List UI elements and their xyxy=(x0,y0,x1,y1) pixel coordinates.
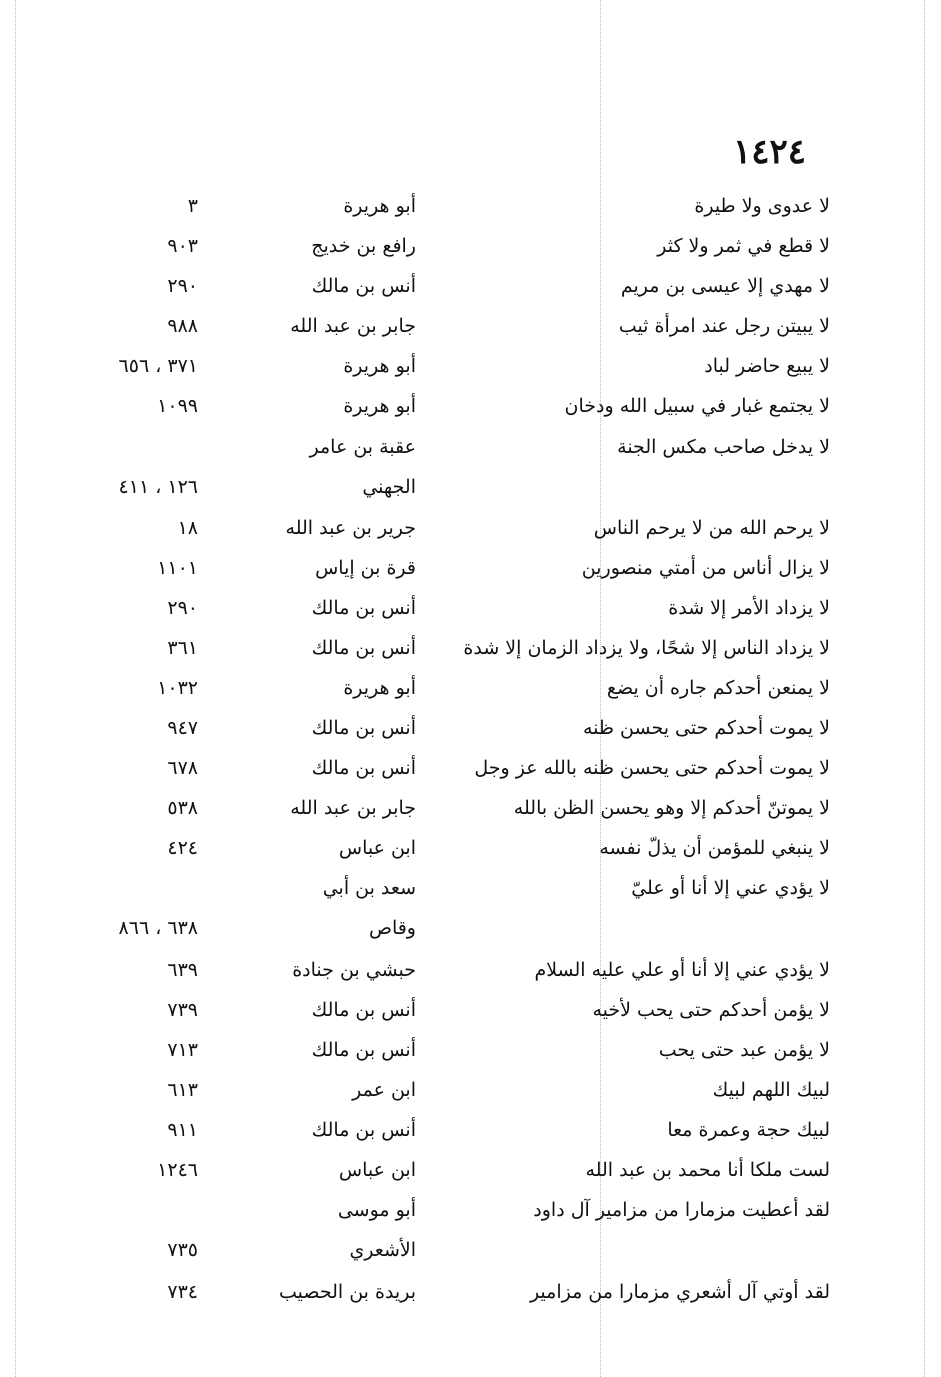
narrator: أبو هريرة xyxy=(343,395,416,417)
hadith-text: لا ينبغي للمؤمن أن يذلّ نفسه xyxy=(599,837,830,859)
index-row xyxy=(0,868,941,908)
index-row xyxy=(0,708,941,748)
page-references: ٧١٣ xyxy=(167,1039,198,1061)
narrator: أنس بن مالك xyxy=(311,999,416,1021)
page-references: ٥٣٨ xyxy=(167,797,198,819)
narrator: الجهني xyxy=(362,476,416,498)
index-row xyxy=(0,186,941,226)
narrator: أبو هريرة xyxy=(343,677,416,699)
hadith-text: لا يؤمن عبد حتى يحب xyxy=(658,1039,830,1061)
hadith-text: لا يمنعن أحدكم جاره أن يضع xyxy=(606,677,830,699)
page-references: ١١٠١ xyxy=(157,557,198,579)
narrator: ابن عمر xyxy=(352,1079,416,1101)
narrator: عقبة بن عامر xyxy=(309,436,416,458)
narrator: قرة بن إياس xyxy=(315,557,416,579)
page-references: ٣ xyxy=(187,195,198,217)
index-row xyxy=(0,226,941,266)
narrator: أنس بن مالك xyxy=(311,597,416,619)
index-row xyxy=(0,788,941,828)
page-references: ٢٩٠ xyxy=(167,597,198,619)
narrator: وقاص xyxy=(368,917,416,939)
narrator: الأشعري xyxy=(349,1239,416,1261)
hadith-text: لا يؤدي عني إلا أنا أو عليّ xyxy=(631,877,830,899)
narrator: جابر بن عبد الله xyxy=(290,797,416,819)
narrator: سعد بن أبي xyxy=(322,877,416,899)
index-row xyxy=(0,1110,941,1150)
narrator: جابر بن عبد الله xyxy=(290,315,416,337)
page-references: ١٨ xyxy=(177,517,198,539)
page-references: ٩١١ xyxy=(167,1119,198,1141)
page-references: ١٢٤٦ xyxy=(157,1159,198,1181)
index-row xyxy=(0,1272,941,1312)
hadith-text: لبيك حجة وعمرة معا xyxy=(667,1119,830,1141)
index-row xyxy=(0,1070,941,1110)
narrator: أبو هريرة xyxy=(343,195,416,217)
page-references: ٢٩٠ xyxy=(167,275,198,297)
page-references: ٩٠٣ xyxy=(167,235,198,257)
narrator: جرير بن عبد الله xyxy=(285,517,416,539)
hadith-text: لا عدوى ولا طيرة xyxy=(694,195,830,217)
index-row xyxy=(0,908,941,948)
narrator: حبشي بن جنادة xyxy=(292,959,416,981)
page-references: ٧٣٤ xyxy=(167,1281,198,1303)
narrator: ابن عباس xyxy=(338,837,416,859)
hadith-text: لا يزداد الأمر إلا شدة xyxy=(668,597,830,619)
page-references: ١٢٦ ، ٤١١ xyxy=(118,476,198,498)
page-references: ٧٣٥ xyxy=(167,1239,198,1261)
hadith-text: لا يؤمن أحدكم حتى يحب لأخيه xyxy=(592,999,830,1021)
hadith-text: لقد أعطيت مزمارا من مزامير آل داود xyxy=(533,1199,830,1221)
hadith-text: لست ملكا أنا محمد بن عبد الله xyxy=(585,1159,830,1181)
narrator: أنس بن مالك xyxy=(311,1039,416,1061)
hadith-text: لا يزال أناس من أمتي منصورين xyxy=(581,557,830,579)
page-references: ٣٧١ ، ٦٥٦ xyxy=(118,355,198,377)
hadith-text: لبيك اللهم لبيك xyxy=(712,1079,830,1101)
narrator: أنس بن مالك xyxy=(311,637,416,659)
index-row xyxy=(0,1230,941,1270)
narrator: أنس بن مالك xyxy=(311,757,416,779)
narrator: أبو موسى xyxy=(337,1199,416,1221)
hadith-text: لا يجتمع غبار في سبيل الله ودخان xyxy=(564,395,830,417)
narrator: أنس بن مالك xyxy=(311,717,416,739)
index-row xyxy=(0,950,941,990)
page-references: ٦٧٨ xyxy=(167,757,198,779)
index-row xyxy=(0,628,941,668)
hadith-text: لا مهدي إلا عيسى بن مريم xyxy=(620,275,830,297)
index-row xyxy=(0,1150,941,1190)
index-row xyxy=(0,548,941,588)
hadith-text: لا يموتنّ أحدكم إلا وهو يحسن الظن بالله xyxy=(513,797,830,819)
page-references: ١٠٣٢ xyxy=(157,677,198,699)
index-row xyxy=(0,1190,941,1230)
narrator: رافع بن خديج xyxy=(311,235,416,257)
index-row xyxy=(0,748,941,788)
narrator: أنس بن مالك xyxy=(311,1119,416,1141)
narrator: بريدة بن الحصيب xyxy=(278,1281,416,1303)
page-references: ١٠٩٩ xyxy=(157,395,198,417)
index-row xyxy=(0,828,941,868)
index-row xyxy=(0,508,941,548)
page-references: ٣٦١ xyxy=(167,637,198,659)
page-references: ٧٣٩ xyxy=(167,999,198,1021)
page-references: ٩٤٧ xyxy=(167,717,198,739)
index-row xyxy=(0,1030,941,1070)
hadith-text: لقد أوتي آل أشعري مزمارا من مزامير xyxy=(529,1281,830,1303)
index-row xyxy=(0,990,941,1030)
hadith-text: لا قطع في ثمر ولا كثر xyxy=(657,235,830,257)
narrator: أنس بن مالك xyxy=(311,275,416,297)
hadith-text: لا يرحم الله من لا يرحم الناس xyxy=(593,517,830,539)
index-row xyxy=(0,467,941,507)
page-references: ٦٣٨ ، ٨٦٦ xyxy=(118,917,198,939)
hadith-text: لا يزداد الناس إلا شحًا، ولا يزداد الزمان إلا شدة xyxy=(463,637,830,659)
index-row xyxy=(0,668,941,708)
hadith-text: لا يؤدي عني إلا أنا أو علي عليه السلام xyxy=(534,959,830,981)
hadith-text: لا يموت أحدكم حتى يحسن ظنه بالله عز وجل xyxy=(474,757,830,779)
narrator: أبو هريرة xyxy=(343,355,416,377)
index-row xyxy=(0,306,941,346)
index-row xyxy=(0,346,941,386)
page-references: ٤٢٤ xyxy=(167,837,198,859)
page-references: ٦٣٩ xyxy=(167,959,198,981)
index-row xyxy=(0,427,941,467)
hadith-text: لا يدخل صاحب مكس الجنة xyxy=(617,436,830,458)
index-row xyxy=(0,588,941,628)
hadith-text: لا يموت أحدكم حتى يحسن ظنه xyxy=(582,717,830,739)
index-row xyxy=(0,266,941,306)
page-references: ٩٨٨ xyxy=(167,315,198,337)
hadith-text: لا يبيع حاضر لباد xyxy=(704,355,830,377)
narrator: ابن عباس xyxy=(338,1159,416,1181)
index-row xyxy=(0,386,941,426)
page-number: ١٤٢٤ xyxy=(732,132,806,172)
page-references: ٦١٣ xyxy=(167,1079,198,1101)
hadith-text: لا يبيتن رجل عند امرأة ثيب xyxy=(618,315,830,337)
